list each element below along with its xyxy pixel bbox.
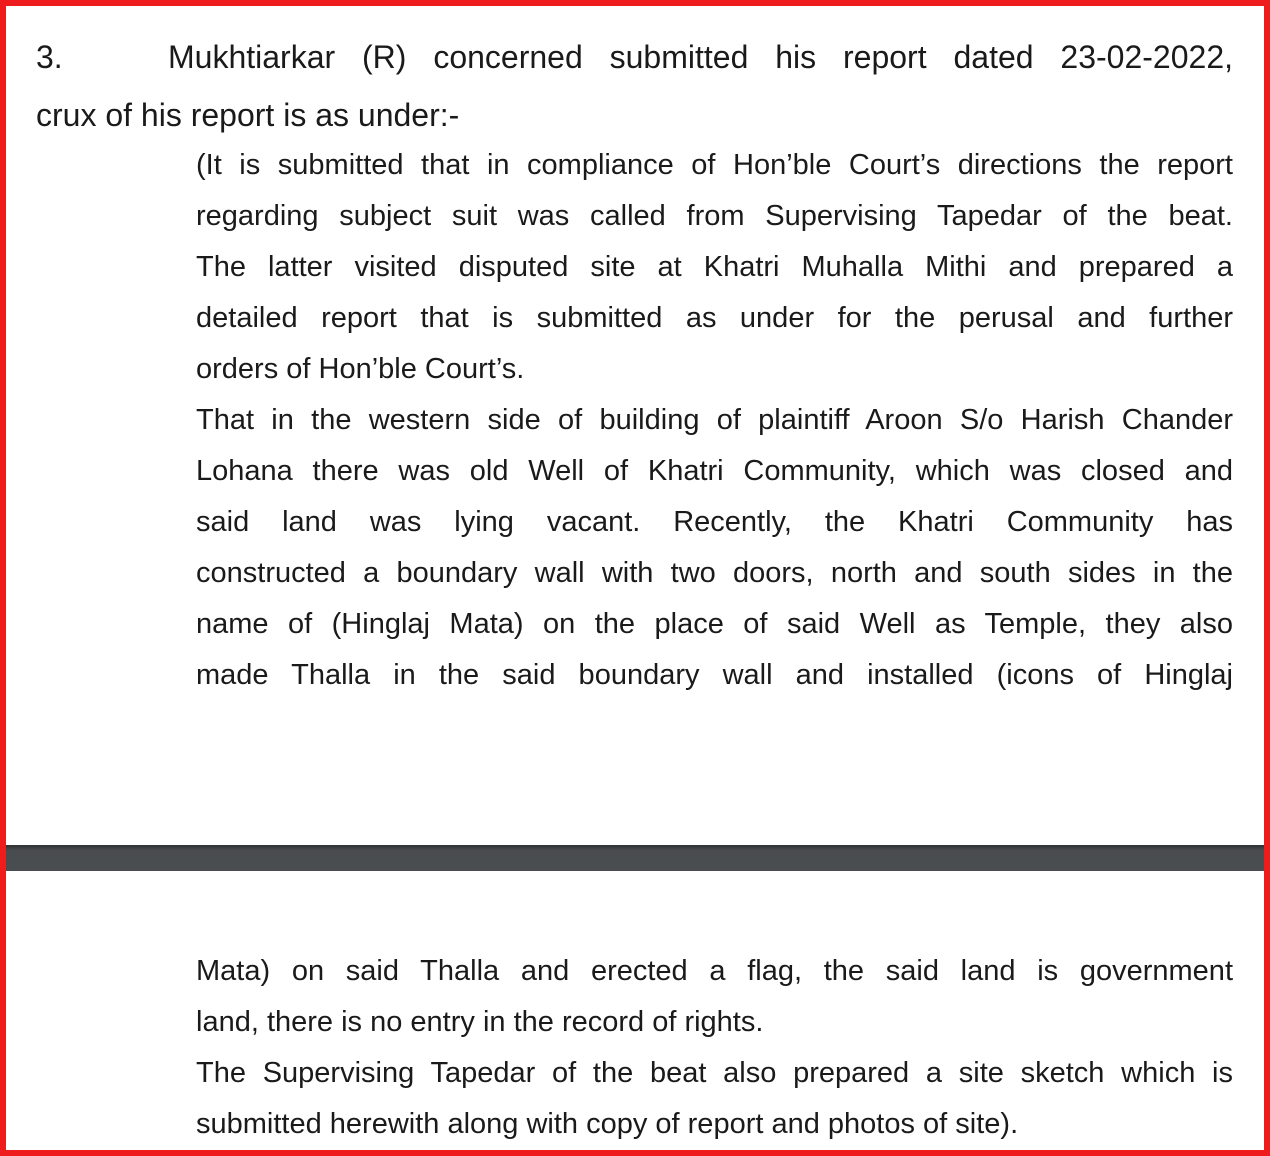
- report-line: Lohana there was old Well of Khatri Community, which was closed and: [196, 455, 1233, 487]
- report-line: detailed report that is submitted as under for the perusal and further: [196, 302, 1233, 334]
- report-line: (It is submitted that in compliance of Hon’ble Court’s directions the report: [196, 149, 1233, 181]
- quoted-report-page-1: [196, 140, 1233, 701]
- paragraph-number: 3.: [36, 39, 63, 75]
- paragraph-heading: [36, 28, 1233, 144]
- report-line: name of (Hinglaj Mata) on the place of said Well as Temple, they also: [196, 608, 1233, 640]
- page-separator: [0, 845, 1270, 871]
- report-line: That in the western side of building of plaintiff Aroon S/o Harish Chander: [196, 404, 1233, 436]
- report-line: The Supervising Tapedar of the beat also prepared a site sketch which is: [196, 1057, 1233, 1089]
- report-line: Mata) on said Thalla and erected a flag, the said land is government: [196, 955, 1233, 987]
- report-line: constructed a boundary wall with two doors, north and south sides in the: [196, 557, 1233, 589]
- quoted-report-page-2: [196, 946, 1233, 1150]
- report-line: regarding subject suit was called from Supervising Tapedar of the beat.: [196, 200, 1233, 232]
- report-line: The latter visited disputed site at Khatri Muhalla Mithi and prepared a: [196, 251, 1233, 283]
- report-line: submitted herewith along with copy of report and photos of site).: [196, 1108, 1019, 1140]
- report-line: made Thalla in the said boundary wall and installed (icons of Hinglaj: [196, 659, 1233, 691]
- heading-line-2: crux of his report is as under:-: [36, 97, 460, 133]
- heading-text-line-1: Mukhtiarkar (R) concerned submitted his report dated 23-02-2022,: [168, 39, 1233, 75]
- heading-line-1: [36, 28, 1233, 86]
- report-line: orders of Hon’ble Court’s.: [196, 353, 525, 385]
- report-line: land, there is no entry in the record of rights.: [196, 1006, 764, 1038]
- report-line: said land was lying vacant. Recently, the Khatri Community has: [196, 506, 1233, 538]
